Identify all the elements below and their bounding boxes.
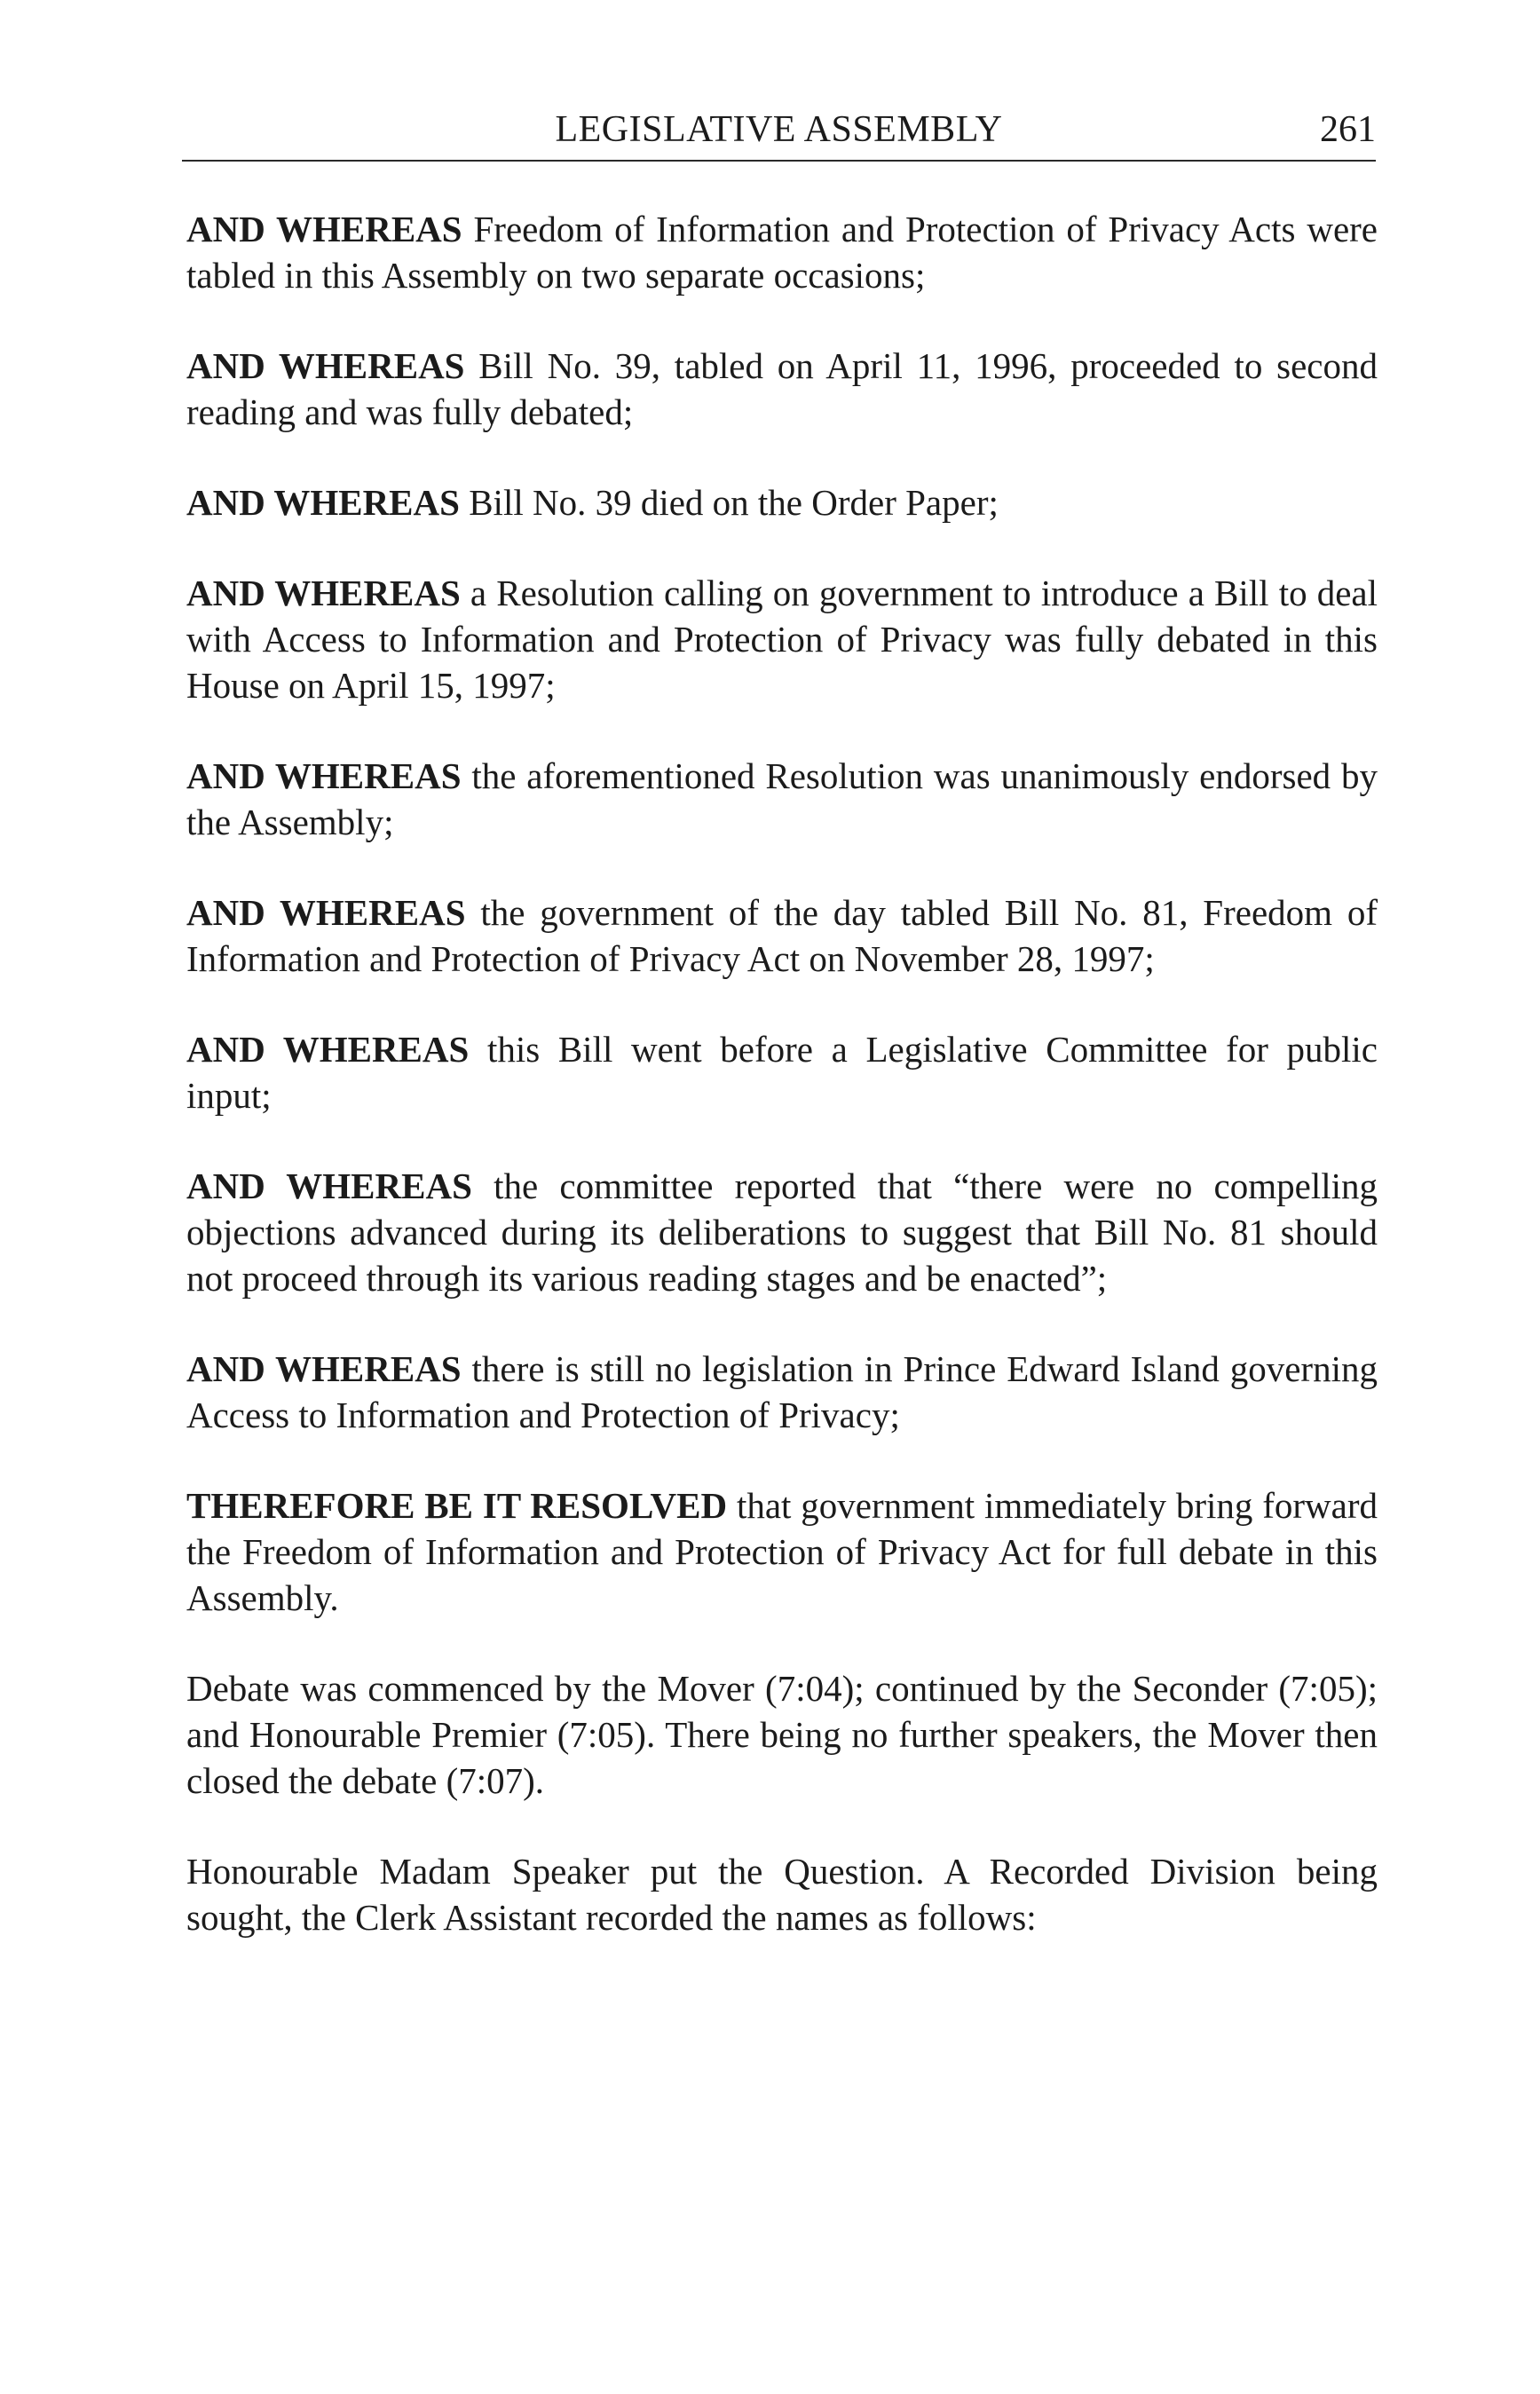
paragraph-lead: AND WHEREAS [186, 209, 462, 249]
paragraph-whereas-3 [186, 479, 1378, 525]
paragraph-lead: AND WHEREAS [186, 345, 465, 386]
paragraph-debate-summary [186, 1665, 1378, 1804]
paragraph-text: the aforementioned Resolution was unanimously endorsed by the Assembly; [186, 755, 1378, 842]
paragraph-lead: AND WHEREAS [186, 1165, 472, 1206]
header-title: LEGISLATIVE ASSEMBLY [555, 109, 1003, 150]
running-header [182, 105, 1376, 162]
paragraph-whereas-8 [186, 1163, 1378, 1301]
paragraph-text: Bill No. 39 died on the Order Paper; [459, 482, 999, 523]
document-body [186, 206, 1378, 1985]
paragraph-text: Bill No. 39, tabled on April 11, 1996, proceeded to second reading and was fully debated; [186, 345, 1378, 432]
paragraph-text: that government immediately bring forward the Freedom of Information and Protection of Privacy Act for full debate in this Assembly. [186, 1485, 1378, 1618]
paragraph-lead: AND WHEREAS [186, 573, 461, 613]
paragraph-whereas-2 [186, 343, 1378, 435]
paragraph-lead: AND WHEREAS [186, 482, 460, 523]
paragraph-text: Freedom of Information and Protection of Privacy Acts were tabled in this Assembly on two separate occasions; [186, 209, 1378, 296]
paragraph-text: a Resolution calling on government to introduce a Bill to deal with Access to Information and Protection of Privacy was fully debated in this House on April 15, 1997; [186, 573, 1378, 706]
paragraph-whereas-4 [186, 570, 1378, 708]
paragraph-whereas-9 [186, 1346, 1378, 1438]
paragraph-whereas-1 [186, 206, 1378, 298]
paragraph-text: Honourable Madam Speaker put the Question. A Recorded Division being sought, the Clerk Assistant recorded the names as follows: [186, 1851, 1378, 1938]
paragraph-lead: AND WHEREAS [186, 1348, 462, 1389]
paragraph-text: the government of the day tabled Bill No. 81, Freedom of Information and Protection of Privacy Act on November 28, 1997; [186, 892, 1378, 979]
paragraph-lead: THEREFORE BE IT RESOLVED [186, 1485, 728, 1526]
paragraph-recorded-division [186, 1848, 1378, 1940]
paragraph-text: there is still no legislation in Prince Edward Island governing Access to Information and Protection of Privacy; [186, 1348, 1378, 1435]
paragraph-resolved [186, 1482, 1378, 1621]
paragraph-text: this Bill went before a Legislative Committee for public input; [186, 1029, 1378, 1116]
paragraph-whereas-6 [186, 889, 1378, 982]
page-number: 261 [1320, 109, 1376, 150]
paragraph-text: the committee reported that “there were no compelling objections advanced during its deliberations to suggest that Bill No. 81 should not proceed through its various reading stages and be enacted”; [186, 1165, 1378, 1299]
paragraph-whereas-5 [186, 753, 1378, 845]
paragraph-whereas-7 [186, 1026, 1378, 1118]
paragraph-lead: AND WHEREAS [186, 892, 466, 933]
paragraph-lead: AND WHEREAS [186, 1029, 470, 1070]
paragraph-text: Debate was commenced by the Mover (7:04); continued by the Seconder (7:05); and Honourable Premier (7:05). There being no further speakers, the Mover then closed the debate (7:07). [186, 1668, 1378, 1801]
paragraph-lead: AND WHEREAS [186, 755, 462, 796]
